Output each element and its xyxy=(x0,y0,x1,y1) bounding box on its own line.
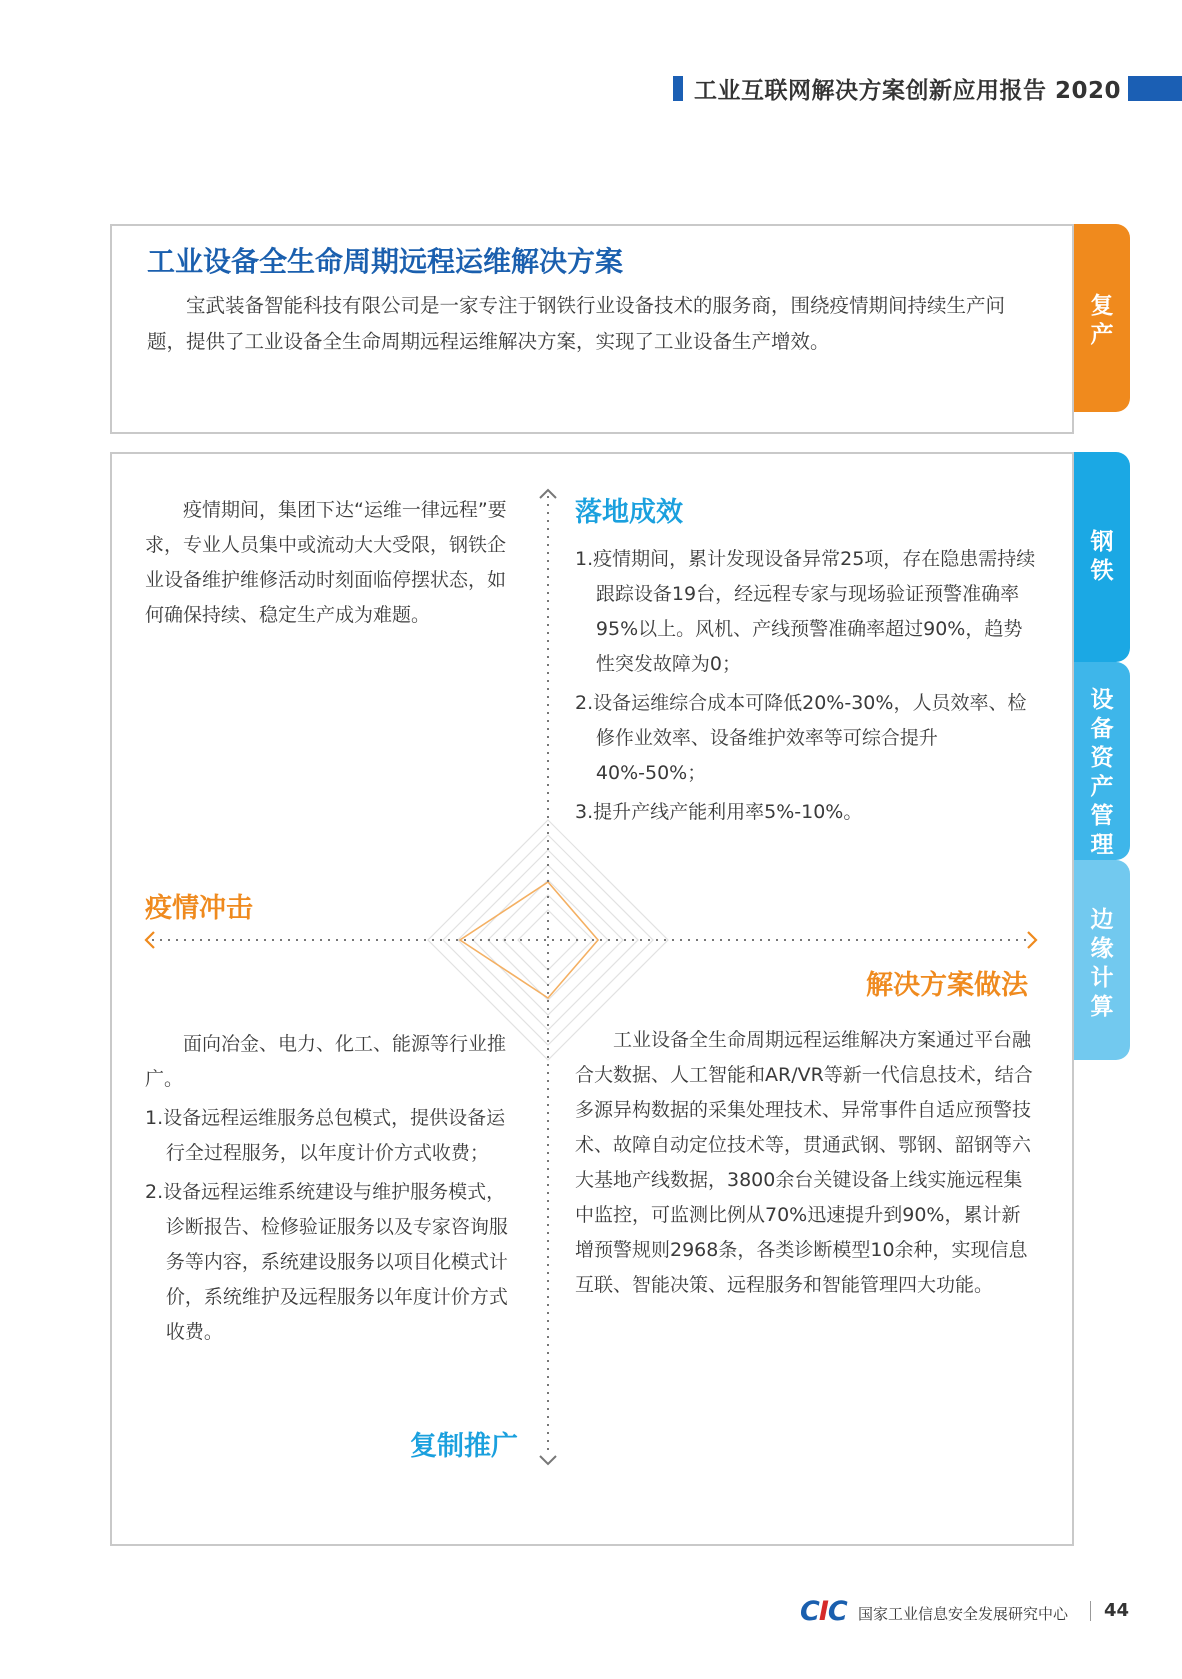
report-title: 工业互联网解决方案创新应用报告 2020 xyxy=(694,78,1122,104)
arrow-right-icon xyxy=(1028,932,1036,948)
solution-title: 工业设备全生命周期远程运维解决方案 xyxy=(147,245,624,278)
footer-divider xyxy=(1090,1601,1091,1621)
tab-char: 管 xyxy=(1090,803,1114,829)
tab-char: 备 xyxy=(1090,716,1114,742)
impact-text: 疫情期间，集团下达“运维一律远程”要求，专业人员集中或流动大大受限，钢铁企业设备维护维修活动时刻面临停摆状态，如何确保持续、稳定生产成为难题。 xyxy=(145,499,507,626)
tab-char: 理 xyxy=(1090,832,1114,858)
footer-organization: 国家工业信息安全发展研究中心 xyxy=(858,1605,1069,1623)
solution-heading: 解决方案做法 xyxy=(866,970,1028,1001)
results-list xyxy=(575,538,1037,830)
tab-char: 铁 xyxy=(1090,558,1114,584)
tab-char: 缘 xyxy=(1090,936,1114,962)
tab-char: 计 xyxy=(1090,965,1114,991)
tab-asset-management[interactable] xyxy=(1074,662,1130,860)
tab-char: 资 xyxy=(1090,745,1114,771)
tab-char: 设 xyxy=(1090,687,1114,713)
solution-text: 工业设备全生命周期远程运维解决方案通过平台融合大数据、人工智能和AR/VR等新一代信息技术，结合多源异构数据的采集处理技术、异常事件自适应预警技术、故障自动定位技术等，贯通武钢、鄂钢、韶钢等六大基地产线数据，3800余台关键设备上线实施远程集中监控，可监测比例从70%迅速提升到90%，累计新增预警规则2968条，各类诊断模型10余种，实现信息互联、智能决策、远程服务和智能管理四大功能。 xyxy=(575,1029,1033,1296)
replicate-item-2: 2.设备远程运维系统建设与维护服务模式，诊断报告、检修验证服务以及专家咨询服务等内容，系统建设服务以项目化模式计价，系统维护及远程服务以年度计价方式收费。 xyxy=(145,1181,508,1343)
tab-char: 算 xyxy=(1090,994,1114,1020)
replicate-heading: 复制推广 xyxy=(410,1431,518,1462)
tab-char: 产 xyxy=(1090,774,1114,800)
tab-steel[interactable] xyxy=(1074,452,1130,662)
tab-char: 产 xyxy=(1090,322,1114,348)
arrow-down-icon xyxy=(540,1456,556,1464)
results-item-2: 2.设备运维综合成本可降低20%-30%，人员效率、检修作业效率、设备维护效率等可综合提升40%-50%； xyxy=(575,692,1027,784)
tab-edge-computing[interactable] xyxy=(1074,860,1130,1060)
replicate-intro: 面向冶金、电力、化工、能源等行业推广。 xyxy=(145,1033,507,1090)
results-heading: 落地成效 xyxy=(575,497,683,528)
tab-char: 边 xyxy=(1090,907,1114,933)
replicate-list xyxy=(145,1027,517,1350)
page-number: 44 xyxy=(1104,1600,1130,1621)
cic-logo: CIC xyxy=(800,1596,847,1627)
replicate-item-1: 1.设备远程运维服务总包模式，提供设备运行全过程服务，以年度计价方式收费； xyxy=(145,1107,506,1164)
tab-char: 复 xyxy=(1090,293,1114,319)
results-item-1: 1.疫情期间，累计发现设备异常25项，存在隐患需持续跟踪设备19台，经远程专家与现场验证预警准确率95%以上。风机、产线预警准确率超过90%，趋势性突发故障为0； xyxy=(575,548,1036,675)
tab-char: 钢 xyxy=(1090,529,1114,555)
tab-resume-production[interactable] xyxy=(1074,224,1130,412)
summary-text: 宝武装备智能科技有限公司是一家专注于钢铁行业设备技术的服务商，围绕疫情期间持续生产问题，提供了工业设备全生命周期远程运维解决方案，实现了工业设备生产增效。 xyxy=(147,294,1006,353)
results-item-3: 3.提升产线产能利用率5%-10%。 xyxy=(575,801,863,823)
impact-heading: 疫情冲击 xyxy=(145,893,253,924)
